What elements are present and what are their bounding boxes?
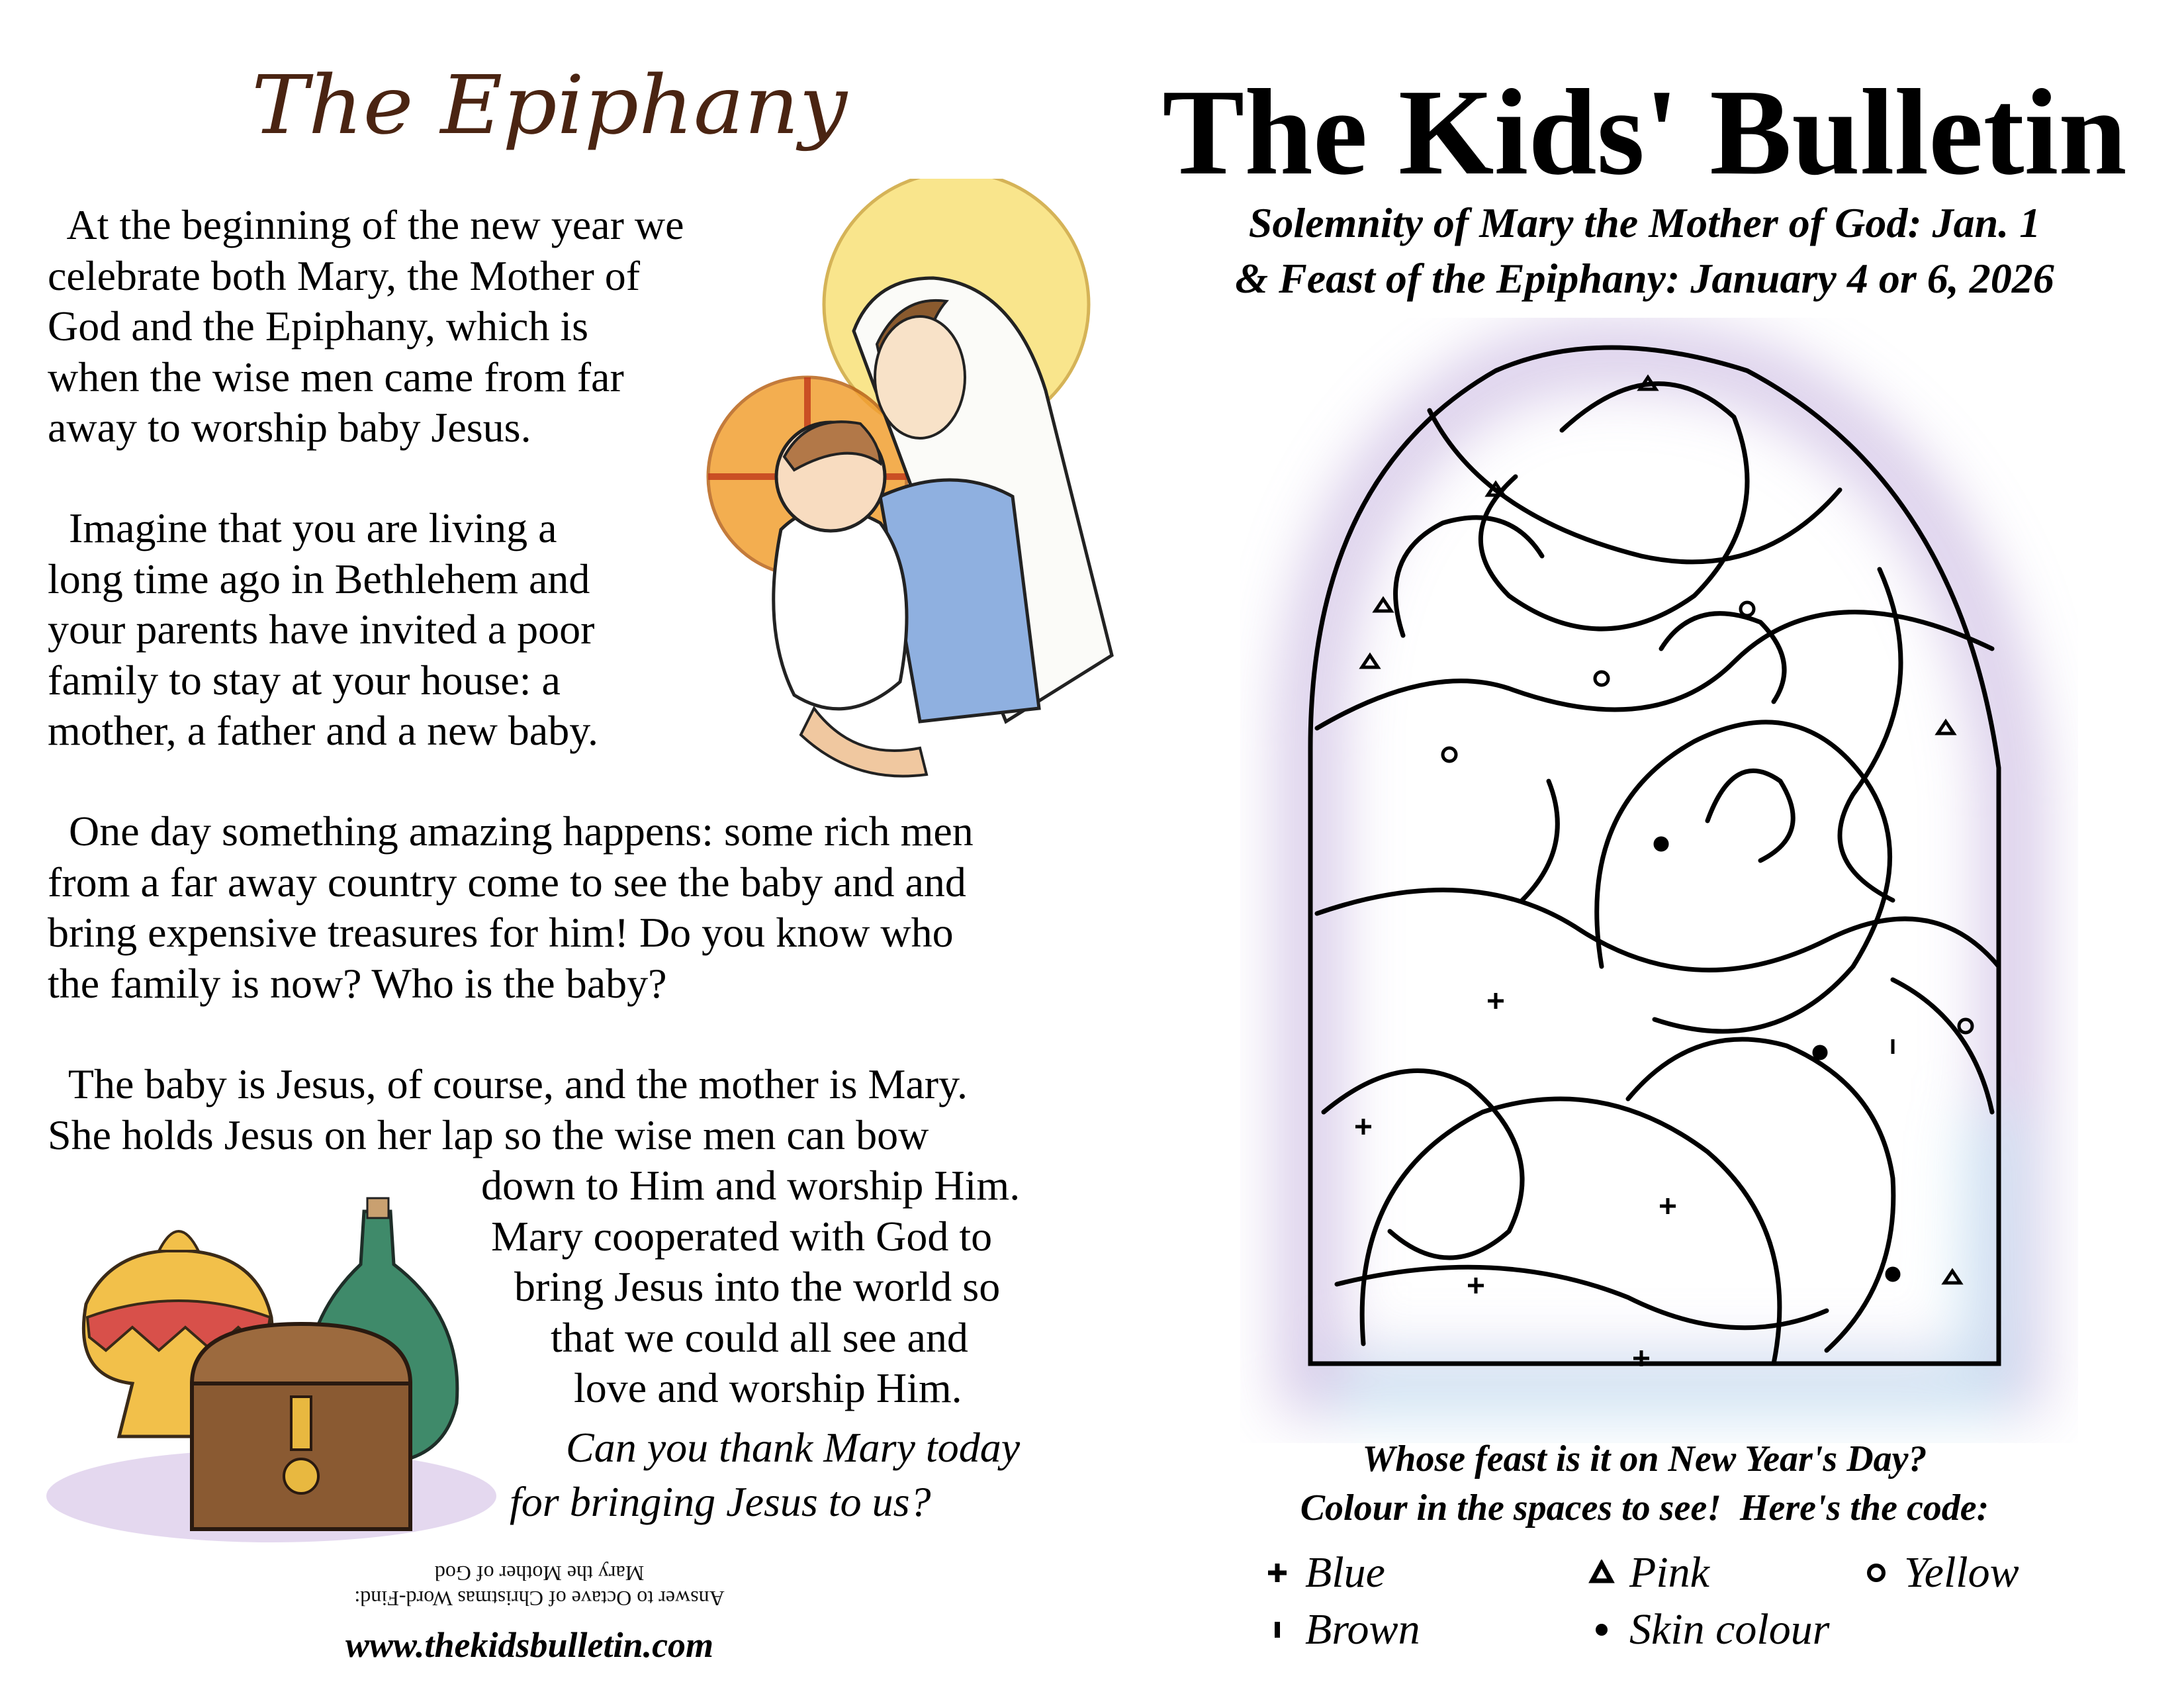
paragraph-line: away to worship baby Jesus.: [48, 404, 531, 451]
legend-item-yellow: [1863, 1546, 2019, 1599]
paragraph-1: [48, 200, 684, 453]
paragraph-line: that we could all see and: [551, 1313, 968, 1361]
paragraph-line: bring Jesus into the world so: [514, 1263, 1001, 1310]
plus-icon: [1264, 1560, 1291, 1586]
upside-down-answer-line-2: Mary the Mother of God: [434, 1562, 645, 1585]
paragraph-line: your parents have invited a poor: [48, 606, 595, 653]
triangle-symbol: [1362, 655, 1378, 667]
legend-label: Yellow: [1904, 1548, 2019, 1597]
mary-and-jesus-illustration: [702, 179, 1125, 801]
legend-item-skin-colour: [1588, 1603, 1829, 1656]
chest-padlock: [284, 1459, 318, 1493]
paragraph-line: family to stay at your house: a: [48, 656, 561, 704]
upside-down-answer-line-1: Answer to Octave of Christmas Word-Find:: [354, 1587, 725, 1611]
plus-symbol: [1488, 993, 1504, 1009]
circle-icon: [1863, 1560, 1889, 1586]
closing-question-line-2: for bringing Jesus to us?: [510, 1478, 931, 1525]
paragraph-line: She holds Jesus on her lap so the wise men can bow: [48, 1111, 929, 1158]
paragraph-line: love and worship Him.: [574, 1364, 962, 1411]
dot-symbol: [1814, 1047, 1826, 1058]
triangle-symbol: [1944, 1271, 1960, 1283]
paragraph-2: [48, 503, 598, 757]
legend-label: Brown: [1305, 1605, 1420, 1654]
paragraph-line: long time ago in Bethlehem and: [48, 555, 590, 602]
chest-lock: [291, 1397, 311, 1450]
dot-icon: [1588, 1617, 1615, 1643]
paragraph-3: [48, 806, 974, 1009]
bulletin-title: The Kids' Bulletin: [1162, 64, 2127, 201]
triangle-symbol: [1938, 722, 1954, 733]
subtitle-line-1: Solemnity of Mary the Mother of God: Jan. 1: [1248, 199, 2041, 246]
legend-item-brown: [1264, 1603, 1420, 1656]
paragraph-line: The baby is Jesus, of course, and the mother is Mary.: [48, 1060, 968, 1107]
paragraph-line: At the beginning of the new year we: [48, 201, 684, 248]
paragraph-line: when the wise men came from far: [48, 353, 624, 400]
bar-icon: [1264, 1617, 1291, 1643]
paragraph-line: Imagine that you are living a: [48, 504, 557, 551]
mary-face: [875, 316, 965, 438]
triangle-icon: [1588, 1560, 1615, 1586]
epiphany-title-text: The Epiphany: [251, 64, 849, 152]
epiphany-title: [245, 64, 860, 163]
dot-symbol: [1655, 838, 1667, 850]
paragraph-line: celebrate both Mary, the Mother of: [48, 252, 641, 299]
circle-symbol: [1959, 1019, 1972, 1033]
plus-symbol: [1468, 1278, 1484, 1293]
paragraph-line: God and the Epiphany, which is: [48, 303, 589, 350]
plus-symbol: [1660, 1198, 1676, 1214]
closing-question-line-1: Can you thank Mary today: [566, 1424, 1021, 1471]
paragraph-line: One day something amazing happens: some rich men: [48, 808, 974, 855]
circle-symbol: [1595, 672, 1608, 685]
paragraph-line: the family is now? Who is the baby?: [48, 959, 667, 1007]
circle-symbol: [1741, 602, 1754, 616]
legend-item-pink: [1588, 1546, 1709, 1599]
paragraph-line: mother, a father and a new baby.: [48, 707, 599, 754]
paragraph-line: bring expensive treasures for him! Do you know who: [48, 909, 954, 956]
circle-symbol: [1443, 748, 1456, 761]
legend-label: Skin colour: [1629, 1605, 1830, 1654]
paragraph-line: Mary cooperated with God to: [491, 1212, 993, 1260]
legend-item-blue: [1264, 1546, 1385, 1599]
window-regions: [1310, 348, 1999, 1364]
website-url: www.thekidsbulletin.com: [345, 1625, 714, 1665]
dot-symbol: [1887, 1268, 1899, 1280]
legend-label: Pink: [1629, 1548, 1709, 1597]
triangle-symbol: [1375, 599, 1391, 611]
jesus-body: [774, 508, 907, 709]
treasure-jar-lid: [159, 1231, 199, 1251]
gifts-illustration: [33, 1185, 523, 1556]
paragraph-line: from a far away country come to see the baby and and: [48, 858, 966, 906]
subtitle-line-2: & Feast of the Epiphany: January 4 or 6, 2026: [1235, 255, 2054, 302]
stained-glass-coloring-window: [1231, 318, 2078, 1443]
coloring-question-line-1: Whose feast is it on New Year's Day?: [1362, 1438, 1927, 1479]
bottle-cork: [367, 1198, 388, 1218]
plus-symbol: [1355, 1119, 1371, 1135]
legend-label: Blue: [1305, 1548, 1385, 1597]
coloring-question-line-2: Colour in the spaces to see! Here's the code:: [1300, 1487, 1989, 1528]
paragraph-line: down to Him and worship Him.: [481, 1162, 1021, 1209]
jesus-feet: [801, 708, 927, 776]
window-symbols: [1355, 377, 1972, 1366]
